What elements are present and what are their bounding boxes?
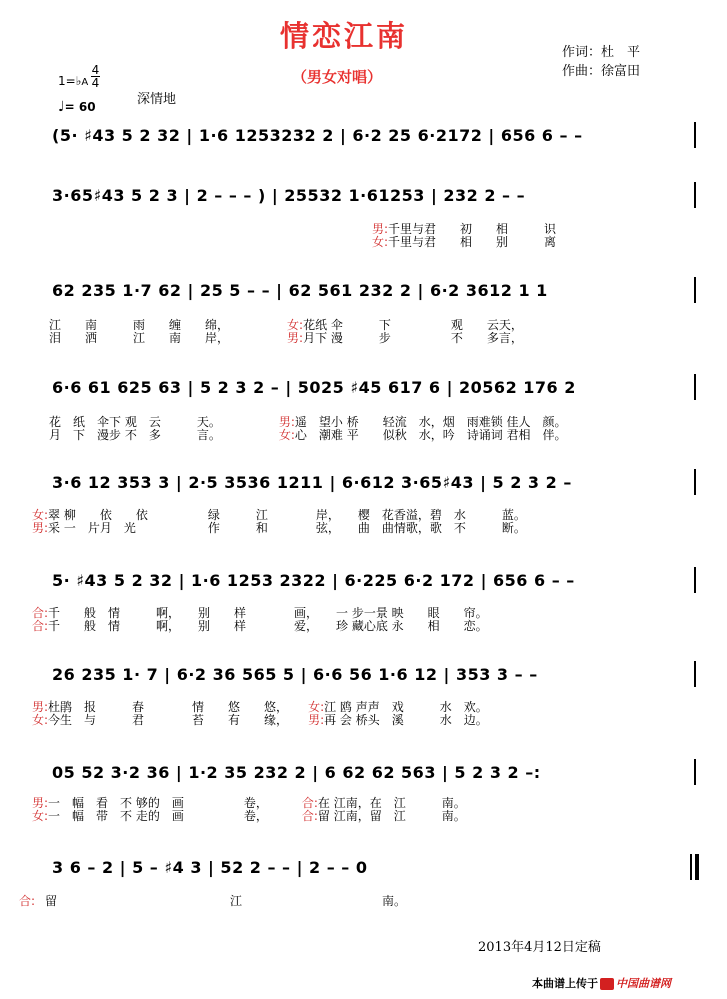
expression-mark: 深情地: [137, 92, 177, 107]
role-label: 男:: [308, 713, 325, 727]
lyric-text: 翠 柳 依 依 绿 江 岸， 樱 花香溢，碧 水 蓝。: [48, 508, 526, 522]
tempo-mark: [58, 99, 96, 115]
lyric-line: [32, 797, 466, 823]
notation-row-9: 3 6 – 2 | 5 – ♯4 3 | 52 2 – – | 2 – – 0: [52, 858, 368, 877]
role-label: 男:: [278, 415, 295, 429]
time-signature: [91, 64, 100, 89]
completion-date: 2013年4月12日定稿: [478, 940, 601, 955]
lyric-line: [32, 701, 488, 727]
lyric-line: [32, 509, 526, 535]
site-brand: 中国曲谱网: [616, 977, 671, 990]
lyric-text: 千 般 情 啊， 别 样 画， 一 步一景 映 眼 帘。: [48, 606, 488, 620]
upload-footer: [532, 975, 671, 991]
end-barline: [694, 567, 696, 593]
notation-row-3: 62 235 1·7 62 | 25 5 – – | 62 561 232 2 | 6·2 3612 1 1: [52, 281, 548, 300]
time-top: 4: [91, 63, 100, 77]
notation-row-6: 5· ♯43 5 2 32 | 1·6 1253 2322 | 6·225 6·2 172 | 656 6 – –: [52, 571, 575, 590]
role-label: 女:: [287, 318, 304, 332]
notation-row-2: 3·65♯43 5 2 3 | 2 – – – ) | 25532 1·61253 | 232 2 – –: [52, 186, 526, 205]
role-label: 合:: [301, 796, 318, 810]
composer-credit: 作曲：徐富田: [562, 64, 641, 79]
lyricist-credit: 作词：杜 平: [562, 45, 641, 60]
role-label: 男:: [372, 222, 389, 236]
role-label: 女:: [32, 713, 49, 727]
lyric-text: 采 一 片月 光 作 和 弦， 曲 曲情歌，歌 不 断。: [48, 521, 526, 535]
role-label: 合:: [32, 606, 49, 620]
key-label: 1=: [58, 74, 76, 88]
song-title: 情恋江南: [280, 19, 409, 53]
role-label: 合:: [19, 894, 36, 908]
lyric-text: 杜鹃 报 春 情 悠 悠，: [48, 700, 289, 714]
role-label: 女:: [372, 235, 389, 249]
lyric-text: 江 鸥 声声 戏 水 欢。: [324, 700, 488, 714]
final-barline-thin: [690, 854, 692, 880]
lyric-text: 今生 与 君 苔 有 缘，: [48, 713, 289, 727]
role-label: 男:: [32, 521, 49, 535]
role-label: 女:: [308, 700, 325, 714]
lyric-text: 南。: [382, 894, 407, 908]
lyric-text: 千里与君 相 别 离: [388, 235, 557, 249]
lyric-line: [19, 895, 57, 908]
lyric-line: [372, 223, 556, 249]
lyric-text: 江 南 雨 缠 绵，: [49, 318, 230, 332]
lyric-text: 月 下 漫步 不 多 言。: [49, 428, 221, 442]
key-signature: [58, 74, 88, 88]
lyric-text: 留 江南，留 江 南。: [317, 809, 466, 823]
end-barline: [694, 759, 696, 785]
end-barline: [694, 469, 696, 495]
lyric-text: 遥 望小 桥 轻流 水，烟 雨难锁 佳人 颜。: [294, 415, 567, 429]
lyric-text: 千 般 情 啊， 别 样 爱， 珍 藏心底 永 相 恋。: [48, 619, 488, 633]
end-barline: [694, 374, 696, 400]
lyric-line: [49, 319, 523, 345]
lyric-text: 江: [230, 894, 243, 908]
lyric-text: 心 潮难 平 似秋 水，吟 诗诵词 君相 伴。: [294, 428, 567, 442]
lyric-text: 一 幅 看 不 够的 画 卷，: [48, 796, 268, 810]
lyric-text: 花 纸 伞下 观 云 天。: [49, 415, 221, 429]
lyric-text: 月下 漫 步 不 多言，: [303, 331, 523, 345]
lyric-text: 泪 洒 江 南 岸，: [49, 331, 230, 345]
role-label: 男:: [32, 700, 49, 714]
lyric-text: 留: [45, 894, 58, 908]
footer-prefix: 本曲谱上传于: [532, 977, 598, 990]
role-label: 女:: [32, 508, 49, 522]
key-letter: A: [81, 77, 89, 88]
role-label: 女:: [278, 428, 295, 442]
end-barline: [694, 277, 696, 303]
role-label: 男:: [287, 331, 304, 345]
notation-row-8: 05 52 3·2 36 | 1·2 35 232 2 | 6 62 62 563 | 5 2 3 2 –:: [52, 763, 541, 782]
song-subtitle: （男女对唱）: [292, 68, 383, 86]
lyric-text: 一 幅 带 不 走的 画 卷，: [48, 809, 268, 823]
quarter-note-icon: ♩: [58, 99, 65, 115]
final-barline-thick: [695, 854, 699, 880]
notation-row-7: 26 235 1· 7 | 6·2 36 565 5 | 6·6 56 1·6 12 | 353 3 – –: [52, 665, 538, 684]
lyric-text: 花纸 伞 下 观 云天，: [303, 318, 523, 332]
time-bottom: 4: [91, 76, 100, 90]
role-label: 男:: [32, 796, 49, 810]
notation-row-1: (5· ♯43 5 2 32 | 1·6 1253232 2 | 6·2 25 6·2172 | 656 6 – –: [52, 126, 583, 145]
notation-row-5: 3·6 12 353 3 | 2·5 3536 1211 | 6·612 3·65♯43 | 5 2 3 2 –: [52, 473, 572, 492]
notation-row-4: 6·6 61 625 63 | 5 2 3 2 – | 5025 ♯45 617 6 | 20562 176 2: [52, 378, 576, 397]
end-barline: [694, 122, 696, 148]
tempo-value: = 60: [64, 100, 96, 114]
lyric-line: [49, 416, 567, 442]
end-barline: [694, 661, 696, 687]
site-logo-icon: [600, 978, 614, 990]
role-label: 女:: [32, 809, 49, 823]
role-label: 合:: [32, 619, 49, 633]
lyric-line: [32, 607, 488, 633]
role-label: 合:: [301, 809, 318, 823]
lyric-text: 千里与君 初 相 识: [388, 222, 557, 236]
lyric-text: 在 江南，在 江 南。: [317, 796, 466, 810]
flat-sign: ♭: [75, 74, 82, 88]
lyric-text: 再 会 桥头 溪 水 边。: [324, 713, 488, 727]
end-barline: [694, 182, 696, 208]
